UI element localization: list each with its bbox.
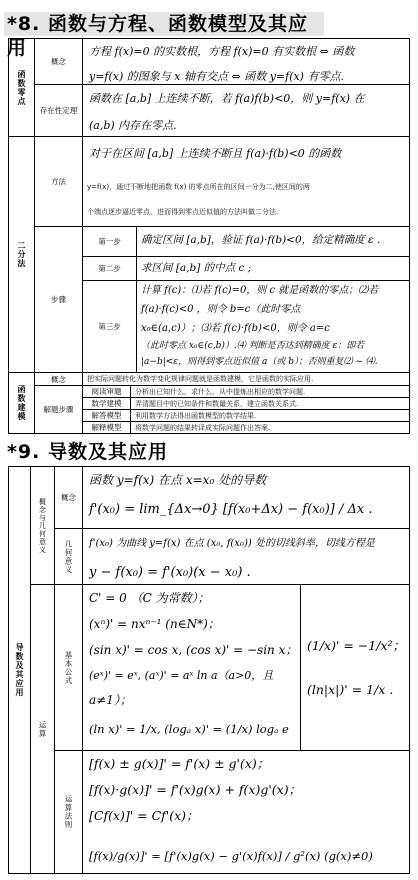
zero-exist-label: 存在性定理: [35, 85, 83, 137]
zero-exist-line1: 函数在 [a,b] 上连续不断，若 f(a)f(b)<0，则 y=f(x) 在: [89, 92, 365, 105]
model-row-value: 利用数学方法得出函数模型的数学结果.: [131, 410, 410, 422]
model-concept-text: 把实际问题转化为数学变化规律问题就是函数建模，它是函数的实际应用.: [83, 373, 410, 386]
operation-group-label: 运算: [31, 585, 55, 874]
geometric-meaning-label: 几何意义: [55, 529, 83, 585]
model-row-key: 数学建模: [83, 398, 131, 410]
step3-label: 第三步: [83, 281, 137, 373]
step3-line4: （此时零点 x₀∈(c,b)）.⑷ 判断是否达到精确度 ε：即若: [141, 341, 365, 351]
model-row-value: 分析出已知什么，求什么，从中提炼出相应的数学问题.: [131, 386, 410, 398]
section8-table: [8, 38, 410, 434]
step2-text: 求区间 [a,b] 的中点 c ;: [141, 262, 252, 274]
zero-concept-label: 概念: [35, 39, 83, 85]
basic-formula: a≠1）；: [89, 693, 132, 707]
concept-group-label: 概念与几何意义: [31, 467, 55, 585]
model-steps-label: 解题步骤: [35, 386, 83, 434]
bisection-idea-line3: 个端点逐步逼近零点，进而得到零点近似值的方法叫做二分法.: [87, 208, 279, 216]
basic-formula-label: 基本公式: [55, 585, 83, 751]
bisection-steps-label: 步骤: [35, 227, 83, 373]
geometric-meaning-line1: f'(x₀) 为曲线 y=f(x) 在点 (x₀, f(x₀)) 处的切线斜率，切线方程是: [89, 538, 375, 549]
zero-group-label: 函数零点: [9, 39, 35, 137]
zero-exist-line2: (a,b) 内存在零点.: [89, 119, 177, 132]
model-row-value: 弄清题目中的已知条件和数量关系，建立函数关系式.: [131, 398, 410, 410]
zero-concept-line2: y=f(x) 的图象与 x 轴有交点 ⇔ 函数 y=f(x) 有零点.: [89, 70, 344, 83]
model-row-key: 解答模型: [83, 410, 131, 422]
rules-label: 运算法则: [55, 751, 83, 874]
step1-label: 第一步: [83, 227, 137, 257]
basic-formula: (xⁿ)' = nxⁿ⁻¹ (n∈N*)；: [89, 617, 220, 631]
model-concept-label: 概念: [35, 373, 83, 386]
model-row-value: 将数学问题的结果转译成实际问题作出答案.: [131, 422, 410, 434]
step1-text: 确定区间 [a,b]，验证 f(a)·f(b)<0，给定精确度 ε .: [141, 234, 381, 246]
step3-line5: |a−b|<ε，则得到零点近似值 a（或 b）；否则重复⑵ ~ ⑷.: [141, 357, 378, 367]
basic-formula: (ln x)' = 1/x, (logₐ x)' = (1/x) logₐ e: [89, 722, 289, 736]
model-row-key: 解释模型: [83, 422, 131, 434]
basic-formula: (eˣ)' = eˣ, (aˣ)' = aˣ ln a（a>0，且: [89, 669, 274, 682]
rule-constant: [Cf(x)]' = Cf'(x)；: [89, 808, 199, 823]
step2-label: 第二步: [83, 257, 137, 281]
zero-concept-line1: 方程 f(x)=0 的实数根，方程 f(x)=0 有实数根 ⇔ 函数: [89, 45, 355, 58]
log-abs-derivative: (ln|x|)' = 1/x .: [307, 681, 394, 697]
reciprocal-derivative: (1/x)' = −1/x²；: [307, 637, 406, 653]
section8-title: *8. 函数与方程、函数模型及其应用: [4, 12, 324, 36]
basic-formula: (sin x)' = cos x, (cos x)' = −sin x；: [89, 643, 298, 657]
step3-line2: f(a)·f(c)<0 ，则令 b=c（此时零点: [141, 304, 301, 315]
derivative-concept-line1: 函数 y=f(x) 在点 x=x₀ 处的导数: [89, 473, 267, 487]
bisection-idea-label: 方法: [35, 137, 83, 227]
rule-sum: [f(x) ± g(x)]' = f'(x) ± g'(x)；: [89, 756, 270, 771]
section9-table: [8, 466, 410, 874]
rule-product: [f(x)·g(x)]' = f'(x)g(x) + f(x)g'(x)；: [89, 782, 302, 797]
section9-title: *9. 导数及其应用: [7, 441, 168, 463]
basic-formula: C' = 0 （C 为常数）；: [89, 591, 210, 605]
model-group-label: 函数建模: [9, 373, 35, 434]
step3-line3: x₀∈(a,c)）；⑶若 f(c)·f(b)<0，则令 a=c: [141, 323, 330, 334]
model-row-key: 阅读审题: [83, 386, 131, 398]
bisection-idea-line1: 对于在区间 [a,b] 上连续不断且 f(a)·f(b)<0 的函数: [89, 147, 342, 160]
derivative-concept-formula: f'(x₀) = lim_{Δx→0} [f(x₀+Δx) − f(x₀)] / Δx .: [89, 502, 373, 517]
bisection-idea-line2: y=f(x)，通过不断地把函数 f(x) 的零点所在的区间一分为二,使区间的两: [87, 183, 310, 191]
bisection-group-label: 二分法: [9, 137, 35, 373]
rule-quotient: [f(x)/g(x)]' = [f'(x)g(x) − g'(x)f(x)] / g²(x) (g(x)≠0): [89, 849, 373, 863]
geometric-meaning-line2: y − f(x₀) = f'(x₀)(x − x₀) .: [89, 565, 251, 580]
step3-line1: 计算 f(c)：⑴若 f(c)=0，则 c 就是函数的零点；⑵若: [141, 285, 379, 296]
derivative-group-label: 导数及其应用: [9, 467, 31, 874]
derivative-concept-label: 概念: [55, 467, 83, 529]
